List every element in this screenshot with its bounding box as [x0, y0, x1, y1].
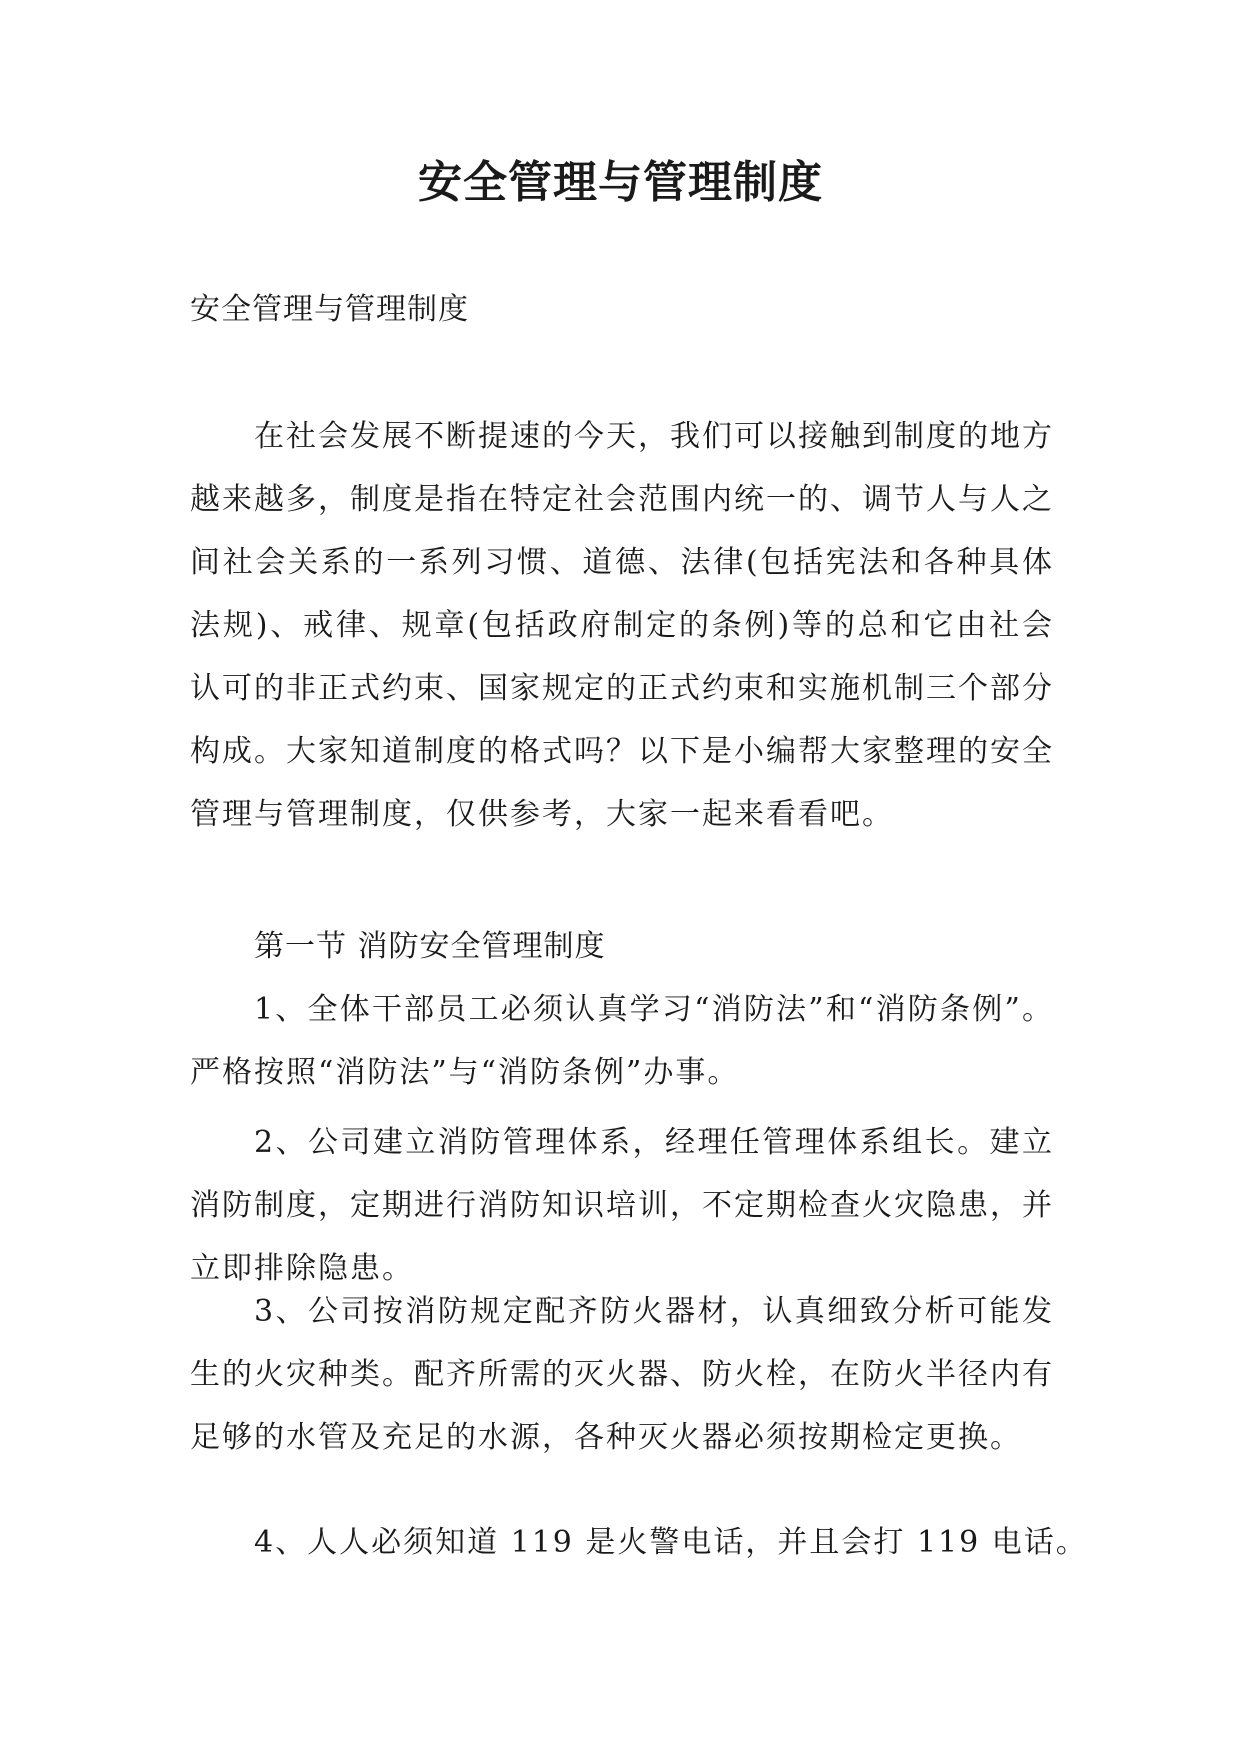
- rule-item-1: 1、全体干部员工必须认真学习“消防法”和“消防条例”。严格按照“消防法”与“消防条例”办事。: [190, 992, 1054, 1090]
- intro-paragraph: 在社会发展不断提速的今天，我们可以接触到制度的地方越来越多，制度是指在特定社会范围内统一的、调节人与人之间社会关系的一系列习惯、道德、法律(包括宪法和各种具体法规)、戒律、规章(包括政府制定的条例)等的总和它由社会认可的非正式约束、国家规定的正式约束和实施机制三个部分构成。大家知道制度的格式吗？以下是小编帮大家整理的安全管理与管理制度，仅供参考，大家一起来看看吧。: [190, 419, 1054, 832]
- section-heading: 第一节 消防安全管理制度: [254, 929, 606, 964]
- document-title: 安全管理与管理制度: [418, 157, 823, 208]
- rule-item-4: 4、人人必须知道 119 是火警电话，并且会打 119 电话。: [254, 1525, 1088, 1560]
- rule-item-2: 2、公司建立消防管理体系，经理任管理体系组长。建立消防制度，定期进行消防知识培训，不定期检查火灾隐患，并立即排除隐患。: [190, 1125, 1054, 1286]
- rule-item-3: 3、公司按消防规定配齐防火器材，认真细致分析可能发生的火灾种类。配齐所需的灭火器、防火栓，在防火半径内有足够的水管及充足的水源，各种灭火器必须按期检定更换。: [190, 1294, 1054, 1455]
- document-subtitle: 安全管理与管理制度: [190, 292, 469, 327]
